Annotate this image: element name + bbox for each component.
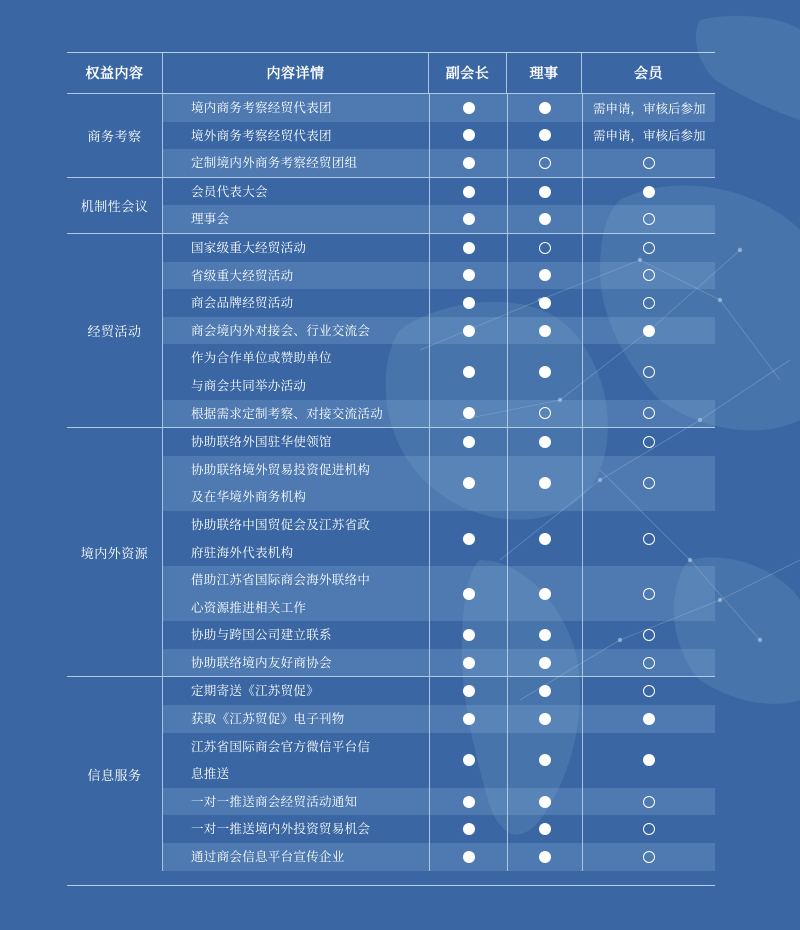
hollow-circle-icon [643, 629, 655, 641]
cell-member: 需申请，审核后参加 [582, 122, 715, 150]
filled-circle-icon [539, 102, 551, 114]
filled-circle-icon [539, 436, 551, 448]
table-row [163, 317, 715, 345]
category-label: 经贸活动 [87, 325, 142, 341]
filled-circle-icon [539, 588, 551, 600]
filled-circle-icon [463, 407, 475, 419]
cell-member [582, 677, 715, 705]
category-label: 商务考察 [87, 129, 142, 145]
cell-member [582, 621, 715, 649]
category-rows [162, 428, 715, 676]
cell-director [507, 705, 582, 733]
row-detail-line: 府驻海外代表机构 [191, 544, 294, 560]
cell-director [507, 400, 582, 428]
table-row [163, 815, 715, 843]
cell-director [507, 428, 582, 456]
category-rows [162, 234, 715, 427]
row-detail: 国家级重大经贸活动 [191, 239, 307, 255]
cell-vice-president [429, 456, 507, 511]
row-detail-line: 借助江苏省国际商会海外联络中 [191, 572, 371, 588]
table-header [67, 53, 715, 93]
table-row [163, 843, 715, 871]
row-detail: 理事会 [191, 211, 230, 227]
hollow-circle-icon [643, 588, 655, 600]
row-detail-line: 作为合作单位或赞助单位 [191, 350, 332, 366]
hollow-circle-icon [643, 436, 655, 448]
header-category: 权益内容 [85, 66, 144, 82]
table-row [163, 205, 715, 233]
row-detail: 商会境内外对接会、行业交流会 [191, 322, 371, 338]
cell-director [507, 289, 582, 317]
filled-circle-icon [539, 213, 551, 225]
filled-circle-icon [539, 685, 551, 697]
cell-vice-president [429, 178, 507, 206]
cell-vice-president [429, 289, 507, 317]
hollow-circle-icon [643, 685, 655, 697]
category-label: 机制性会议 [80, 199, 149, 215]
cell-vice-president [429, 400, 507, 428]
cell-vice-president [429, 317, 507, 345]
cell-vice-president [429, 843, 507, 871]
cell-member [582, 815, 715, 843]
cell-director [507, 317, 582, 345]
category-rows [162, 94, 715, 177]
hollow-circle-icon [643, 657, 655, 669]
filled-circle-icon [463, 242, 475, 254]
cell-director [507, 733, 582, 788]
row-detail: 商会品牌经贸活动 [191, 295, 294, 311]
filled-circle-icon [463, 657, 475, 669]
hollow-circle-icon [643, 823, 655, 835]
row-detail-line: 协助联络中国贸促会及江苏省政 [191, 516, 371, 532]
row-detail: 协助与跨国公司建立联系 [191, 627, 332, 643]
cell-director [507, 843, 582, 871]
filled-circle-icon [539, 629, 551, 641]
table-row [163, 456, 715, 511]
filled-circle-icon [463, 533, 475, 545]
filled-circle-icon [463, 325, 475, 337]
cell-vice-president [429, 234, 507, 262]
table-row [163, 289, 715, 317]
table-row [163, 677, 715, 705]
cell-director [507, 344, 582, 399]
cell-vice-president [429, 205, 507, 233]
category-group [67, 177, 715, 233]
filled-circle-icon [539, 129, 551, 141]
hollow-circle-icon [643, 242, 655, 254]
category-group [67, 233, 715, 427]
row-detail: 境内商务考察经贸代表团 [191, 100, 332, 115]
cell-vice-president [429, 566, 507, 621]
filled-circle-icon [539, 713, 551, 725]
filled-circle-icon [539, 325, 551, 337]
cell-vice-president [429, 705, 507, 733]
header-member: 会员 [581, 53, 715, 93]
cell-member [582, 234, 715, 262]
filled-circle-icon [539, 796, 551, 808]
cell-member [582, 178, 715, 206]
row-detail: 定期寄送《江苏贸促》 [191, 683, 320, 699]
hollow-circle-icon [643, 297, 655, 309]
cell-member [582, 205, 715, 233]
cell-member [582, 262, 715, 290]
hollow-circle-icon [539, 407, 551, 419]
cell-member [582, 289, 715, 317]
row-detail-line: 及在华境外商务机构 [191, 489, 307, 505]
cell-vice-president [429, 428, 507, 456]
row-detail [163, 566, 429, 621]
hollow-circle-icon [539, 242, 551, 254]
cell-vice-president [429, 344, 507, 399]
table-row [163, 262, 715, 290]
filled-circle-icon [539, 186, 551, 198]
cell-member [582, 649, 715, 677]
filled-circle-icon [463, 477, 475, 489]
filled-circle-icon [539, 754, 551, 766]
cell-director [507, 511, 582, 566]
cell-member [582, 344, 715, 399]
filled-circle-icon [463, 754, 475, 766]
cell-vice-president [429, 649, 507, 677]
hollow-circle-icon [643, 157, 655, 169]
row-detail: 一对一推送商会经贸活动通知 [191, 793, 358, 809]
hollow-circle-icon [643, 407, 655, 419]
filled-circle-icon [539, 297, 551, 309]
cell-director [507, 566, 582, 621]
row-detail-line: 息推送 [191, 766, 230, 782]
filled-circle-icon [463, 129, 475, 141]
table-row [163, 566, 715, 621]
cell-vice-president [429, 511, 507, 566]
filled-circle-icon [463, 436, 475, 448]
cell-member [582, 317, 715, 345]
category-label: 境内外资源 [80, 546, 149, 562]
cell-director [507, 205, 582, 233]
table-footer-spacer [67, 871, 715, 885]
row-detail: 省级重大经贸活动 [191, 267, 294, 283]
table-body [67, 93, 715, 871]
cell-member [582, 705, 715, 733]
table-row [163, 428, 715, 456]
table-row [163, 234, 715, 262]
filled-circle-icon [463, 629, 475, 641]
filled-circle-icon [463, 213, 475, 225]
row-detail [163, 344, 429, 399]
category-group [67, 93, 715, 177]
row-detail [163, 456, 429, 511]
cell-member [582, 788, 715, 816]
filled-circle-icon [643, 325, 655, 337]
filled-circle-icon [463, 588, 475, 600]
cell-member: 需申请，审核后参加 [582, 94, 715, 122]
hollow-circle-icon [539, 157, 551, 169]
filled-circle-icon [539, 851, 551, 863]
header-vice-president: 副会长 [428, 53, 506, 93]
hollow-circle-icon [643, 366, 655, 378]
cell-vice-president [429, 94, 507, 122]
table-row [163, 621, 715, 649]
filled-circle-icon [463, 713, 475, 725]
hollow-circle-icon [643, 796, 655, 808]
row-detail-line: 江苏省国际商会官方微信平台信 [191, 738, 371, 754]
cell-vice-president [429, 262, 507, 290]
row-detail: 定制境内外商务考察经贸团组 [191, 155, 358, 171]
filled-circle-icon [539, 657, 551, 669]
cell-director [507, 456, 582, 511]
cell-director [507, 621, 582, 649]
filled-circle-icon [643, 754, 655, 766]
header-director: 理事 [506, 53, 581, 93]
table-row [163, 705, 715, 733]
category-rows [162, 178, 715, 233]
filled-circle-icon [463, 851, 475, 863]
cell-member [582, 566, 715, 621]
filled-circle-icon [463, 796, 475, 808]
row-detail: 获取《江苏贸促》电子刊物 [191, 711, 345, 727]
row-detail [163, 511, 429, 566]
cell-member [582, 149, 715, 177]
filled-circle-icon [539, 823, 551, 835]
filled-circle-icon [463, 366, 475, 378]
row-detail-line: 心资源推进相关工作 [191, 599, 307, 615]
filled-circle-icon [643, 713, 655, 725]
filled-circle-icon [463, 297, 475, 309]
table-row [163, 344, 715, 399]
row-detail: 根据需求定制考察、对接交流活动 [191, 405, 384, 421]
hollow-circle-icon [643, 477, 655, 489]
hollow-circle-icon [643, 213, 655, 225]
cell-vice-president [429, 815, 507, 843]
filled-circle-icon [463, 102, 475, 114]
cell-member [582, 400, 715, 428]
cell-director [507, 677, 582, 705]
cell-member [582, 456, 715, 511]
cell-vice-president [429, 122, 507, 150]
cell-director [507, 262, 582, 290]
row-detail: 协助联络外国驻华使领馆 [191, 434, 332, 450]
cell-vice-president [429, 733, 507, 788]
cell-director [507, 178, 582, 206]
filled-circle-icon [463, 157, 475, 169]
hollow-circle-icon [643, 533, 655, 545]
filled-circle-icon [539, 477, 551, 489]
cell-vice-president [429, 621, 507, 649]
filled-circle-icon [539, 533, 551, 545]
table-row [163, 788, 715, 816]
table-row [163, 149, 715, 177]
row-detail: 会员代表大会 [191, 183, 268, 199]
filled-circle-icon [463, 823, 475, 835]
filled-circle-icon [643, 186, 655, 198]
cell-director [507, 149, 582, 177]
cell-director [507, 815, 582, 843]
cell-vice-president [429, 149, 507, 177]
row-detail [163, 733, 429, 788]
cell-director [507, 649, 582, 677]
row-detail: 协助联络境内友好商协会 [191, 654, 332, 670]
cell-director [507, 94, 582, 122]
row-detail: 一对一推送境内外投资贸易机会 [191, 821, 371, 837]
category-rows [162, 677, 715, 870]
hollow-circle-icon [643, 851, 655, 863]
table-row [163, 178, 715, 206]
table-row [163, 733, 715, 788]
cell-vice-president [429, 788, 507, 816]
row-detail-line: 协助联络境外贸易投资促进机构 [191, 461, 371, 477]
cell-director [507, 788, 582, 816]
category-label: 信息服务 [87, 768, 142, 784]
cell-member [582, 428, 715, 456]
category-group [67, 427, 715, 676]
row-detail: 通过商会信息平台宣传企业 [191, 849, 345, 865]
filled-circle-icon [463, 186, 475, 198]
cell-director [507, 234, 582, 262]
cell-member [582, 843, 715, 871]
table-row [163, 649, 715, 677]
filled-circle-icon [539, 366, 551, 378]
category-group [67, 676, 715, 870]
table-row [163, 94, 715, 122]
table-row [163, 511, 715, 566]
cell-member [582, 511, 715, 566]
header-detail: 内容详情 [162, 53, 428, 93]
benefits-table [67, 52, 715, 886]
filled-circle-icon [463, 269, 475, 281]
cell-director [507, 122, 582, 150]
table-row [163, 122, 715, 150]
hollow-circle-icon [643, 269, 655, 281]
filled-circle-icon [539, 269, 551, 281]
cell-vice-president [429, 677, 507, 705]
row-detail-line: 与商会共同举办活动 [191, 377, 307, 393]
filled-circle-icon [463, 685, 475, 697]
table-row [163, 400, 715, 428]
row-detail: 境外商务考察经贸代表团 [191, 127, 332, 143]
cell-member [582, 733, 715, 788]
